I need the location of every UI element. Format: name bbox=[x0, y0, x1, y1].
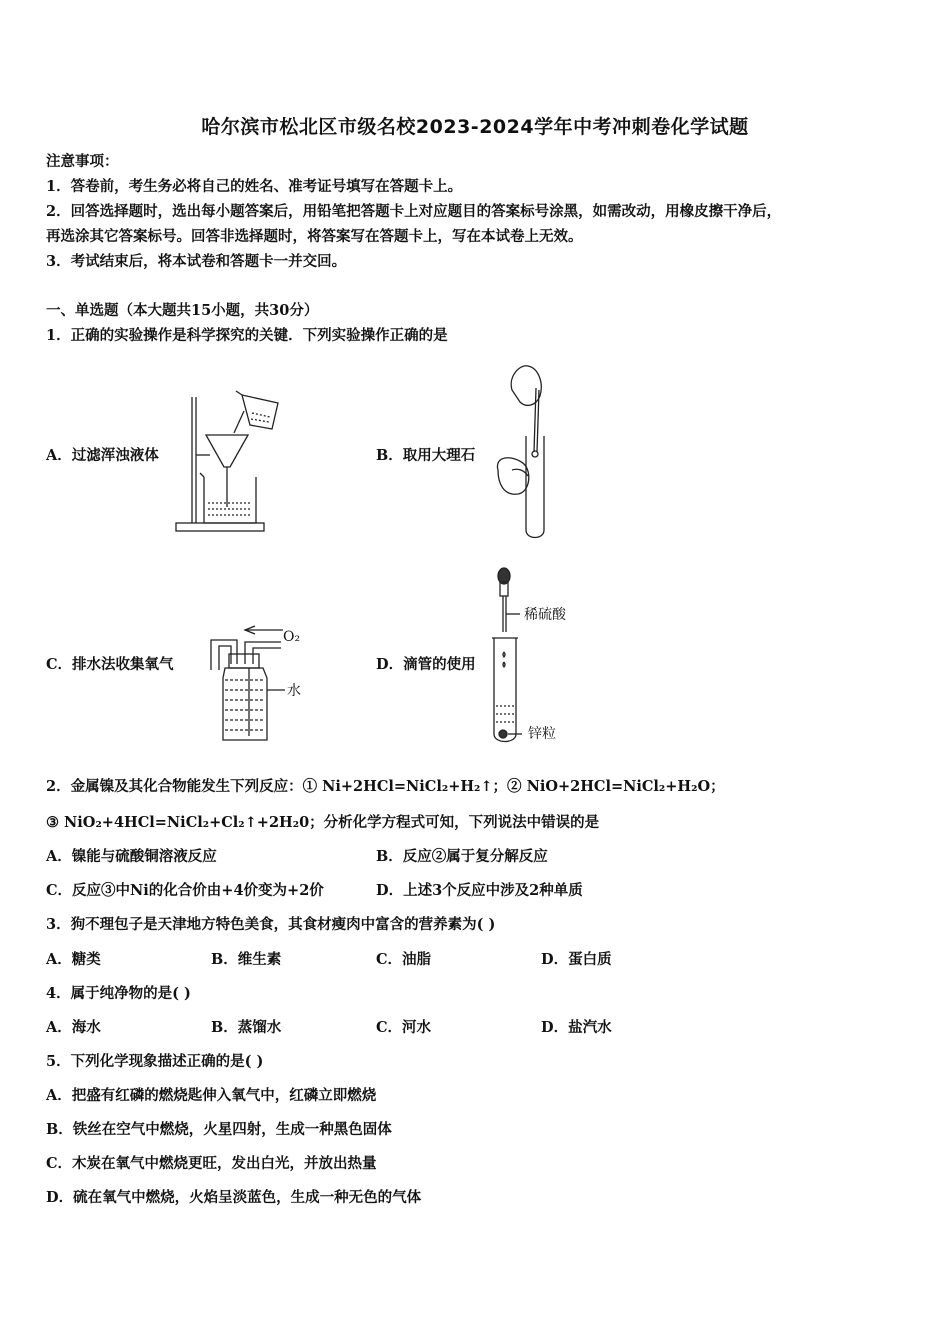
q5-option-b: B．铁丝在空气中燃烧，火星四射，生成一种黑色固体 bbox=[46, 1121, 392, 1138]
notice-item-2b: 再选涂其它答案标号。回答非选择题时，将答案写在答题卡上，写在本试卷上无效。 bbox=[46, 228, 583, 245]
notice-heading: 注意事项： bbox=[46, 153, 119, 170]
q4-option-d: D．盐汽水 bbox=[541, 1019, 612, 1036]
q5-option-d: D．硫在氧气中燃烧，火焰呈淡蓝色，生成一种无色的气体 bbox=[46, 1189, 422, 1206]
q3-option-c: C．油脂 bbox=[376, 951, 432, 968]
notice-item-1: 1．答卷前，考生务必将自己的姓名、准考证号填写在答题卡上。 bbox=[46, 178, 463, 195]
notice-item-3: 3．考试结束后，将本试卷和答题卡一并交回。 bbox=[46, 253, 347, 270]
q2-option-b: B．反应②属于复分解反应 bbox=[376, 848, 548, 865]
q2-option-d: D．上述3个反应中涉及2种单质 bbox=[376, 882, 583, 899]
zinc-label: 锌粒 bbox=[528, 726, 556, 742]
q3-option-a: A．糖类 bbox=[46, 951, 101, 968]
q3-stem: 3．狗不理包子是天津地方特色美食，其食材瘦肉中富含的营养素为( ) bbox=[46, 916, 496, 933]
acid-label: 稀硫酸 bbox=[524, 607, 566, 623]
q4-option-a: A．海水 bbox=[46, 1019, 101, 1036]
q2-stem-line1: 2．金属镍及其化合物能发生下列反应：① Ni+2HCl=NiCl₂+H₂↑；② NiO+2HCl=NiCl₂+H₂O； bbox=[46, 778, 725, 795]
q1-option-d: D．滴管的使用 bbox=[376, 656, 476, 673]
water-label: 水 bbox=[287, 683, 301, 699]
q2-option-a: A．镍能与硫酸铜溶液反应 bbox=[46, 848, 217, 865]
q5-option-c: C．木炭在氧气中燃烧更旺，发出白光，并放出热量 bbox=[46, 1155, 377, 1172]
q4-stem: 4．属于纯净物的是( ) bbox=[46, 985, 191, 1002]
q2-stem-line2: ③ NiO₂+4HCl=NiCl₂+Cl₂↑+2H₂0；分析化学方程式可知，下列说法中错误的是 bbox=[46, 814, 600, 831]
q1-option-b: B．取用大理石 bbox=[376, 447, 476, 464]
q2-option-c: C．反应③中Ni的化合价由+4价变为+2价 bbox=[46, 882, 324, 899]
page-title: 哈尔滨市松北区市级名校2023-2024学年中考冲刺卷化学试题 bbox=[201, 116, 749, 138]
filtration-figure bbox=[172, 385, 292, 535]
q3-option-b: B．维生素 bbox=[211, 951, 282, 968]
q4-option-c: C．河水 bbox=[376, 1019, 432, 1036]
notice-item-2a: 2．回答选择题时，选出每小题答案后，用铅笔把答题卡上对应题目的答案标号涂黑，如需改动，用橡皮擦干净后， bbox=[46, 203, 782, 220]
q4-option-b: B．蒸馏水 bbox=[211, 1019, 282, 1036]
o2-label: O₂ bbox=[283, 629, 301, 645]
marble-tube-figure bbox=[492, 360, 562, 545]
q1-stem: 1．正确的实验操作是科学探究的关键．下列实验操作正确的是 bbox=[46, 327, 448, 344]
section-heading: 一、单选题（本大题共15小题，共30分） bbox=[46, 302, 319, 319]
q3-option-d: D．蛋白质 bbox=[541, 951, 612, 968]
q1-option-c: C．排水法收集氧气 bbox=[46, 656, 174, 673]
q5-stem: 5．下列化学现象描述正确的是( ) bbox=[46, 1053, 264, 1070]
dropper-figure bbox=[488, 566, 528, 746]
q5-option-a: A．把盛有红磷的燃烧匙伸入氧气中，红磷立即燃烧 bbox=[46, 1087, 377, 1104]
q1-option-a: A．过滤浑浊液体 bbox=[46, 447, 159, 464]
